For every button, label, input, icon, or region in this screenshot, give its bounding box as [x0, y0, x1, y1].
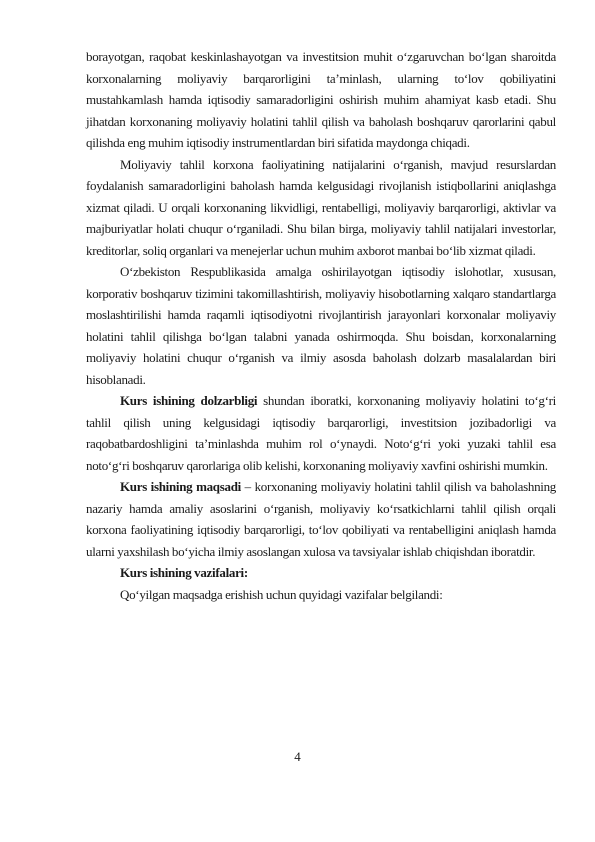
- paragraph-text: shundan iboratki, korxonaning moliyaviy holatini to‘g‘ri tahlil qilish uning kelgusidagi iqtisodiy barqarorligi, investitsion jozibadorligi va raqobatbardoshligini ta’minlashda muhim rol o‘ynaydi. Noto‘g‘ri yoki yuzaki tahlil esa noto‘g‘ri boshqaruv qarorlariga olib kelishi, korxonaning moliyaviy xavfini oshirishi mumkin.: [86, 393, 556, 473]
- paragraph-text: Qo‘yilgan maqsadga erishish uchun quyidagi vazifalar belgilandi:: [120, 586, 443, 602]
- paragraph-text: – korxonaning moliyaviy holatini tahlil qilish va baholashning nazariy hamda amaliy asoslarini o‘rganish, moliyaviy ko‘rsatkichlarni tahlil qilish orqali korxona faoliyatining iqtisodiy barqarorligi, to‘lov qobiliyati va rentabelligini aniqlash hamda ularni yaxshilash bo‘yicha ilmiy asoslangan xulosa va tavsiyalar ishlab chiqishdan iboratdir.: [86, 479, 557, 559]
- paragraph-text: Moliyaviy tahlil korxona faoliyatining natijalarini o‘rganish, mavjud resurslardan foydalanish samaradorligini baholash hamda kelgusidagi rivojlanish istiqbollarini aniqlashga xizmat qiladi. U orqali korxonaning likvidligi, rentabelligi, moliyaviy barqarorligi, aktivlar va majburiyatlar holati chuqur o‘rganiladi. Shu bilan birga, moliyaviy tahlil natijalari investorlar, kreditorlar, soliq organlari va menejerlar uchun muhim axborot manbai bo‘lib xizmat qiladi.: [86, 156, 556, 258]
- paragraph-tasks-intro: [86, 584, 556, 606]
- page-number: 4: [294, 749, 301, 764]
- paragraph-tasks-heading: [86, 562, 556, 584]
- paragraph-continuation: [86, 46, 556, 154]
- paragraph-financial-analysis: [86, 154, 556, 262]
- paragraph-goal: [86, 476, 556, 562]
- relevance-heading: Kurs ishining dolzarbligi: [120, 393, 258, 408]
- paragraph-uzbekistan-reforms: [86, 261, 556, 390]
- paragraph-relevance: [86, 390, 556, 476]
- paragraph-text: O‘zbekiston Respublikasida amalga oshirilayotgan iqtisodiy islohotlar, xususan, korporativ boshqaruv tizimini takomillashtirish, moliyaviy hisobotlarning xalqaro standartlarga moslashtirilishi hamda raqamli iqtisodiyotni rivojlantirish jarayonlari korxonalar moliyaviy holatini tahlil qilishga bo‘lgan talabni yanada oshirmoqda. Shu boisdan, korxonalarning moliyaviy holatini chuqur o‘rganish va ilmiy asosda baholash dolzarb masalalardan biri hisoblanadi.: [86, 264, 556, 387]
- document-page: [86, 46, 556, 605]
- goal-heading: Kurs ishining maqsadi: [120, 479, 241, 494]
- paragraph-text: borayotgan, raqobat keskinlashayotgan va investitsion muhit o‘zgaruvchan bo‘lgan sharoitda korxonalarning moliyaviy barqarorligini ta’minlash, ularning to‘lov qobiliyatini mustahkamlash hamda iqtisodiy samaradorligini oshirish muhim ahamiyat kasb etadi. Shu jihatdan korxonaning moliyaviy holatini tahlil qilish va baholash boshqaruv qarorlarini qabul qilishda eng muhim iqtisodiy instrumentlardan biri sifatida maydonga chiqadi.: [86, 49, 556, 150]
- tasks-heading: Kurs ishining vazifalari:: [120, 565, 248, 580]
